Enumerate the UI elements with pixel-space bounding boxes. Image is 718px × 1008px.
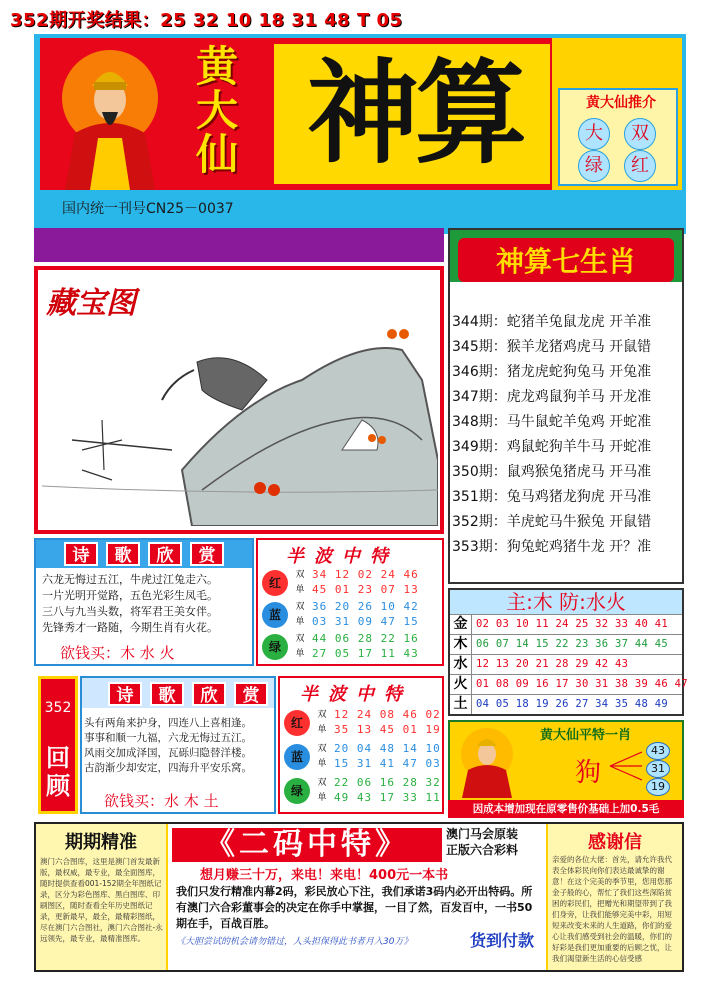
wave1-title: 半波中特 <box>286 546 398 567</box>
brand-char: 大 <box>195 86 238 135</box>
thank-letter-text: 亲爱的各位大佬：首先，请允许我代表全体彩民向你们表达最诚挚的谢意！在这个完美的季节里，您用您那金子般的心，帮忙了我们这些深陷贫困的彩民们，把赠光和期望带到了我们身旁，让我们能够完美中彩，用短短来改变未来的人生道路，你们的爱心让我们感受到社会的温暖，你们的好彩是我们更加重要的后顾之忧，让我们渴望新生活的心信受感 <box>552 855 672 963</box>
thank-letter-title: 感谢信 <box>588 832 642 853</box>
poem1-lines <box>42 572 254 636</box>
elements-title: 主:木 防:水火 <box>450 590 682 614</box>
review-issue: 352 <box>44 700 72 716</box>
element-numbers: 01 08 09 16 17 30 31 38 39 46 47 <box>476 678 688 690</box>
zodiac-list <box>452 310 684 560</box>
element-numbers: 04 05 18 19 26 27 34 35 48 49 <box>476 698 669 710</box>
brand-huangdaxian <box>182 42 252 179</box>
wave-color-badge: 红 <box>284 710 310 736</box>
poem-line: 头有两角来护身，四连八上喜相逢。 <box>84 717 252 729</box>
wave-odd-numbers: 03 31 09 47 15 <box>312 615 419 628</box>
poem-tag: 赏 <box>234 682 268 706</box>
recommend-ball: 红 <box>624 150 656 182</box>
poem-tag: 歌 <box>106 542 140 566</box>
wave-odd-numbers: 35 13 45 01 19 <box>334 723 441 736</box>
wave-color-badge: 绿 <box>284 778 310 804</box>
poem-tag: 赏 <box>190 542 224 566</box>
wave-odd-label: 单 <box>295 617 305 627</box>
zodiac-row: 346期：猪龙虎蛇狗兔马 开兔准 <box>452 364 652 380</box>
recommend-ball: 大 <box>578 118 610 150</box>
poem-line: 先锋秀才一路随，今期生肖有火花。 <box>42 621 218 634</box>
poem2-lines <box>84 716 276 776</box>
deity-icon <box>452 724 522 798</box>
poem1-buy: 欲钱买：木 水 火 <box>60 644 175 662</box>
treasure-map-title: 藏宝图 <box>46 286 136 321</box>
wave-group <box>284 776 464 806</box>
element-label: 火 <box>450 675 472 694</box>
wave-odd-numbers: 49 43 17 33 11 <box>334 791 441 804</box>
poem-line: 风雨交加成泽国，瓦砾归隐替洋楼。 <box>84 747 252 759</box>
review-label <box>38 744 78 800</box>
recommend-ball: 双 <box>624 118 656 150</box>
wave-group <box>262 632 442 662</box>
left-title: 期期精准 <box>65 832 137 853</box>
arrow-icon <box>608 748 644 784</box>
wave-group <box>262 568 442 598</box>
wave2-table <box>284 708 444 812</box>
wave-color-badge: 蓝 <box>284 744 310 770</box>
poem-tag: 诗 <box>64 542 98 566</box>
poem-line: 古韵渐少却安定，四海升平安乐窝。 <box>84 762 252 774</box>
element-numbers: 02 03 10 11 24 25 32 33 40 41 <box>476 618 669 630</box>
purple-bar <box>34 228 444 262</box>
element-label: 木 <box>450 635 472 654</box>
zodiac-row: 348期：马牛鼠蛇羊兔鸡 开蛇准 <box>452 414 652 430</box>
erma-side <box>446 826 546 858</box>
wave-even-label: 双 <box>317 778 327 788</box>
poem2-title <box>108 682 276 706</box>
review-char: 回 <box>46 744 70 772</box>
erma-side-line: 正版六合彩料 <box>446 843 519 857</box>
issn-number: 国内统一刊号CN25－0037 <box>62 201 234 217</box>
element-label: 水 <box>450 655 472 674</box>
element-label: 金 <box>450 615 472 634</box>
treasure-map-illustration <box>42 320 438 526</box>
flat-ball: 19 <box>646 778 670 796</box>
erma-note: 《大胆尝试的机会请勿错过，人头担保得此书者月入30万》 <box>176 937 413 947</box>
recommend-title: 黄大仙推介 <box>586 95 656 111</box>
review-char: 顾 <box>46 772 70 800</box>
poem-line: 六龙无悔过五江，牛虎过江兔走六。 <box>42 573 218 586</box>
poem-line: 事事和顺一九福，六龙无悔过五江。 <box>84 732 252 744</box>
erma-banner: 《二码中特》 <box>172 828 442 862</box>
zodiac-row: 345期：猴羊龙猪鸡虎马 开鼠错 <box>452 339 652 355</box>
element-row <box>450 634 682 654</box>
flat-ball: 31 <box>646 760 670 778</box>
wave-even-label: 双 <box>317 710 327 720</box>
wave-even-label: 双 <box>295 602 305 612</box>
element-row <box>450 674 688 694</box>
wave-odd-label: 单 <box>295 649 305 659</box>
wave-even-numbers: 44 06 28 22 16 <box>312 632 419 645</box>
erma-side-line: 澳门马会原装 <box>446 827 519 841</box>
flat-ball: 43 <box>646 742 670 760</box>
wave-odd-numbers: 45 01 23 07 13 <box>312 583 419 596</box>
wave-color-badge: 蓝 <box>262 602 288 628</box>
flat-zodiac-title: 黄大仙平特一肖 <box>540 728 632 743</box>
zodiac-title: 神算七生肖 <box>458 238 674 282</box>
left-text: 澳门六合图库，这里是澳门首发最新版，最权威，最专业，最全面图库，随时提供查看001-152期全年图纸记录，区分为彩色图库、黑白图库、印刷图区，随时查看全年历史图纸记录，更新最早，最全，最精彩图纸，尽在澳门六合图社，澳门六合图社-永远领先，最专业，最精准图库。 <box>40 857 163 943</box>
wave-even-label: 双 <box>295 634 305 644</box>
wave-group <box>262 600 442 630</box>
recommend-ball: 绿 <box>578 150 610 182</box>
wave-odd-label: 单 <box>295 585 305 595</box>
poem-line: 三八与九当头数，将军君王美女伴。 <box>42 605 218 618</box>
poem-tag: 欣 <box>148 542 182 566</box>
zodiac-row: 350期：鼠鸡猴兔猪虎马 开马准 <box>452 464 652 480</box>
brand-shensuan: 神算 <box>307 48 523 179</box>
wave-even-numbers: 34 12 02 24 46 <box>312 568 419 581</box>
zodiac-row: 344期：蛇猪羊兔鼠龙虎 开羊准 <box>452 314 652 330</box>
cash-on-delivery: 货到付款 <box>470 931 535 950</box>
element-row <box>450 614 682 634</box>
wave-even-label: 双 <box>317 744 327 754</box>
wave-even-numbers: 36 20 26 10 42 <box>312 600 419 613</box>
wave-group <box>284 708 464 738</box>
wave1-table <box>262 568 442 664</box>
element-numbers: 12 13 20 21 28 29 42 43 <box>476 658 629 670</box>
zodiac-row: 351期：兔马鸡猪龙狗虎 开马准 <box>452 489 652 505</box>
wave-even-label: 双 <box>295 570 305 580</box>
poem-tag: 欣 <box>192 682 226 706</box>
deity-icon <box>40 38 180 190</box>
zodiac-row: 353期：狗兔蛇鸡猪牛龙 开？准 <box>452 539 652 555</box>
wave-color-badge: 红 <box>262 570 288 596</box>
element-label: 土 <box>450 695 472 714</box>
wave-even-numbers: 22 06 16 28 32 <box>334 776 441 789</box>
erma-body: 我们只发行精准内幕2码，彩民放心下注，我们承诺3码内必开出特码。所有澳门六合彩董事会的决定在你手中掌握，一目了然，百发百中，一书50期在手，百战百胜。 <box>176 885 533 930</box>
element-row <box>450 694 682 714</box>
wave-odd-label: 单 <box>317 793 327 803</box>
poem-line: 一片光明开觉路，五色光彩生凤毛。 <box>42 589 218 602</box>
erma-slogan: 想月赚三十万，来电！来电！400元一本书 <box>200 868 449 883</box>
brand-char: 黄 <box>195 42 238 91</box>
draw-result: 352期开奖结果：25 32 10 18 31 48 T 05 <box>10 10 403 31</box>
wave-even-numbers: 12 24 08 46 02 <box>334 708 441 721</box>
poem1-title <box>64 542 232 566</box>
price-note: 因成本增加现在原零售价基础上加0.5毛 <box>448 800 684 818</box>
wave2-title: 半波中特 <box>300 684 412 705</box>
wave-odd-label: 单 <box>317 759 327 769</box>
element-row <box>450 654 682 674</box>
brand-char: 仙 <box>195 130 238 179</box>
zodiac-row: 349期：鸡鼠蛇狗羊牛马 开蛇准 <box>452 439 652 455</box>
flat-zodiac-value: 狗 <box>575 758 602 788</box>
wave-odd-numbers: 15 31 41 47 03 <box>334 757 441 770</box>
zodiac-row: 352期：羊虎蛇马牛猴兔 开鼠错 <box>452 514 652 530</box>
zodiac-row: 347期：虎龙鸡鼠狗羊马 开龙准 <box>452 389 652 405</box>
wave-group <box>284 742 464 772</box>
element-numbers: 06 07 14 15 22 23 36 37 44 45 <box>476 638 669 650</box>
poem-tag: 诗 <box>108 682 142 706</box>
wave-odd-label: 单 <box>317 725 327 735</box>
poem2-buy: 欲钱买：水 木 土 <box>104 792 219 810</box>
wave-even-numbers: 20 04 48 14 10 <box>334 742 441 755</box>
wave-odd-numbers: 27 05 17 11 43 <box>312 647 419 660</box>
wave-color-badge: 绿 <box>262 634 288 660</box>
poem-tag: 歌 <box>150 682 184 706</box>
